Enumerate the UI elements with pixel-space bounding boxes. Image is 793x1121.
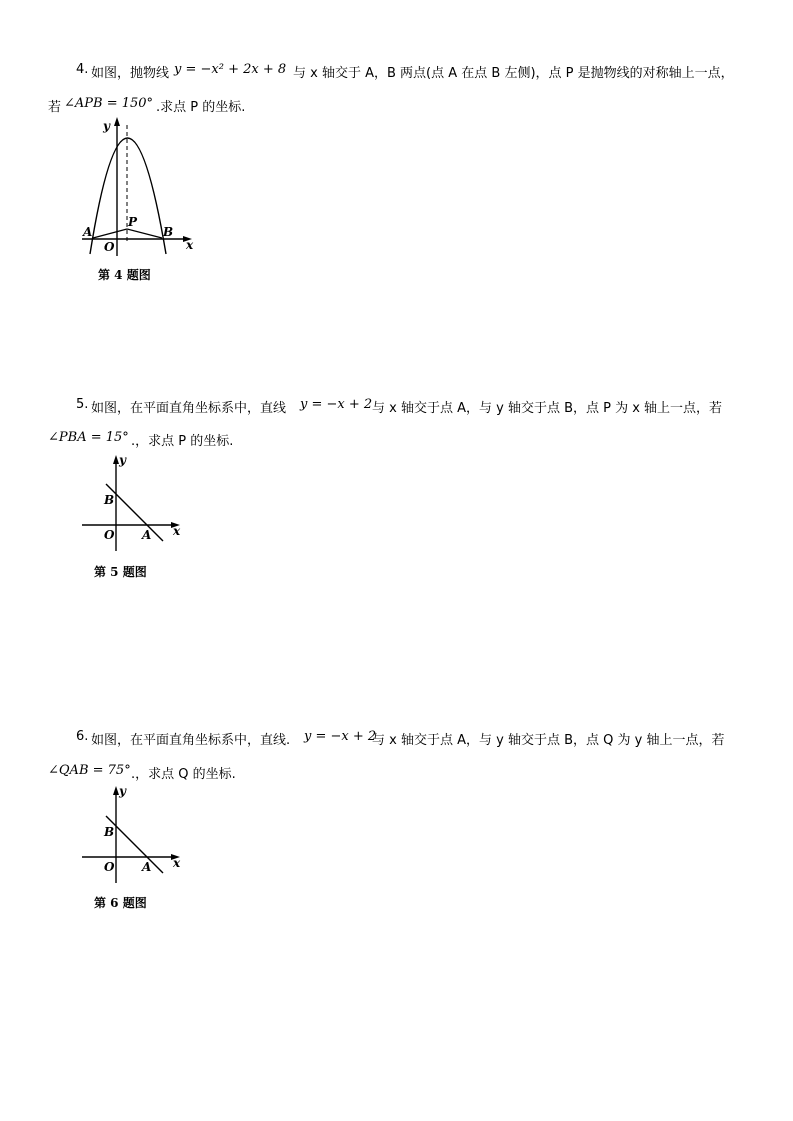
problem-4-number: 4. (76, 62, 89, 77)
p5-label-b: B (104, 493, 115, 507)
p5-label-y: y (119, 453, 126, 467)
problem-6-number: 6. (76, 729, 89, 744)
p6-label-b: B (104, 825, 115, 839)
p4-label-a: A (83, 225, 93, 239)
problem-4-caption: 第 4 题图 (98, 268, 151, 282)
problem-5-text-post: 与 x 轴交于点 A，与 y 轴交于点 B，点 P 为 x 轴上一点，若 (372, 401, 723, 416)
problem-5-number: 5. (76, 397, 89, 412)
p6-label-x: x (173, 856, 181, 870)
p4-label-x: x (186, 238, 194, 252)
problem-4-line-2-post: .求点 P 的坐标. (156, 100, 246, 115)
problem-4-text-pre: 如图，抛物线 (91, 66, 170, 81)
problem-5-angle-formula: ∠PBA = 15° (48, 430, 129, 445)
p6-label-a: A (142, 860, 152, 874)
problem-6-angle-formula: ∠QAB = 75° (48, 763, 131, 778)
problem-4-line-2-pre: 若 (48, 100, 62, 115)
p5-label-o: O (104, 528, 115, 542)
problem-6-caption: 第 6 题图 (94, 896, 147, 910)
p6-label-o: O (104, 860, 115, 874)
p6-label-y: y (119, 784, 126, 798)
p4-label-b: B (163, 225, 174, 239)
problem-5-line-2-post: .，求点 P 的坐标. (131, 434, 234, 449)
p5-label-a: A (142, 528, 152, 542)
p4-label-p: P (128, 215, 138, 229)
problem-6-formula: y = −x + 2 (304, 729, 377, 744)
problem-6-text-pre: 如图，在平面直角坐标系中，直线. (91, 733, 291, 748)
problem-6-text-post: 与 x 轴交于点 A，与 y 轴交于点 B，点 Q 为 y 轴上一点，若 (372, 733, 725, 748)
problem-6-line-2-post: .，求点 Q 的坐标. (131, 767, 236, 782)
p6-line (106, 816, 163, 873)
problem-4-formula: y = −x² + 2x + 8 (174, 62, 287, 77)
p4-label-y: y (103, 119, 110, 133)
problem-5-text-pre: 如图，在平面直角坐标系中，直线 (91, 401, 287, 416)
p4-label-o: O (104, 240, 115, 254)
problem-4-text-post: 与 x 轴交于 A，B 两点(点 A 在点 B 左侧)，点 P 是抛物线的对称轴上一点， (293, 66, 734, 81)
problem-5-formula: y = −x + 2 (300, 397, 373, 412)
problem-4-angle-formula: ∠APB = 150° (64, 96, 154, 111)
p5-label-x: x (173, 524, 181, 538)
problem-5-caption: 第 5 题图 (94, 565, 147, 579)
